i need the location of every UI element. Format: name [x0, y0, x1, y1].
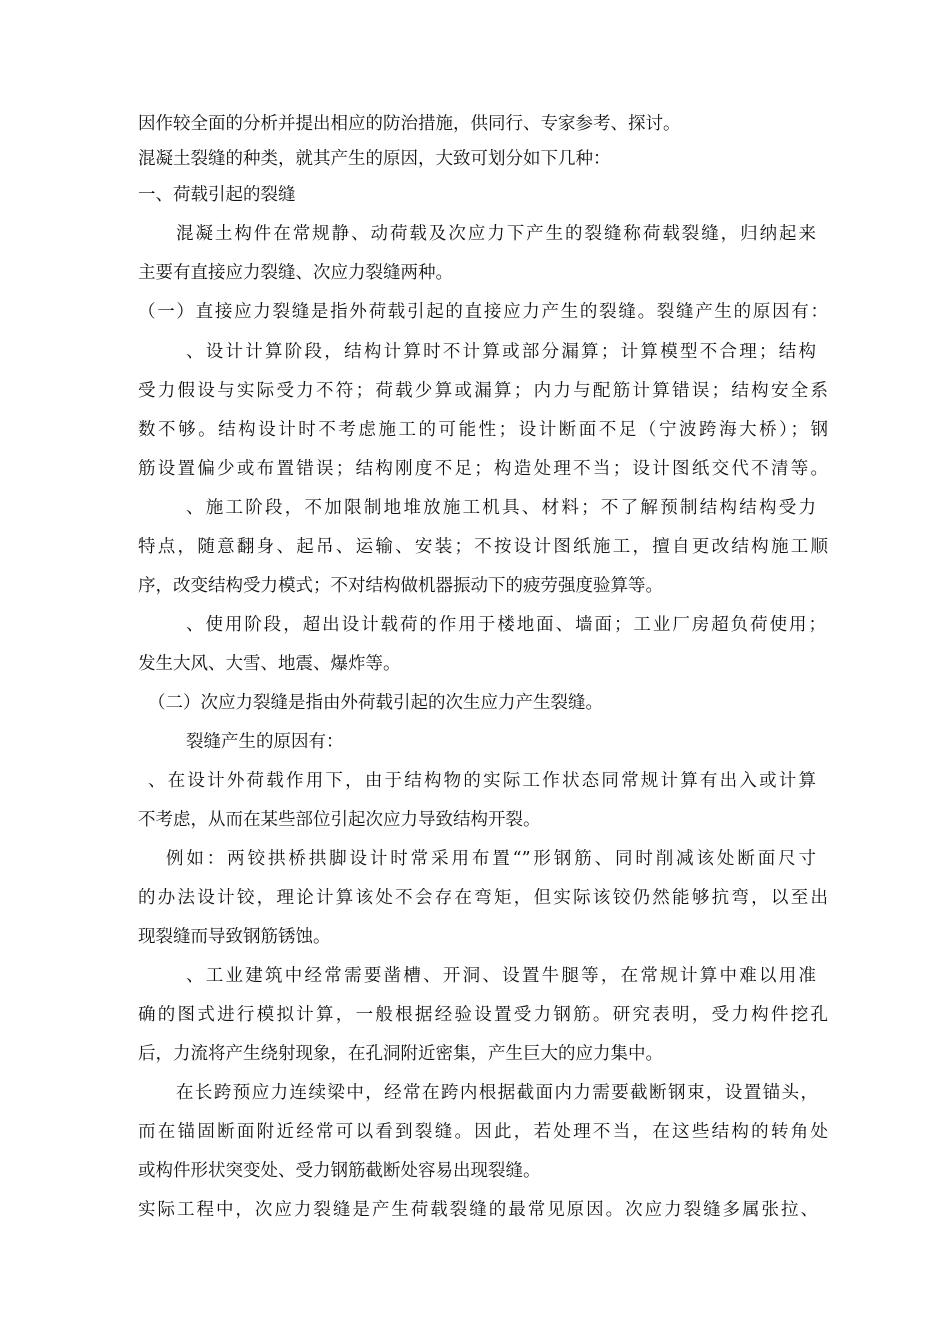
text-line: 主要有直接应力裂缝、次应力裂缝两种。 [138, 263, 453, 283]
text-line: 、施工阶段，不加限制地堆放施工机具、材料；不了解预制结构结构受力 [186, 498, 816, 518]
subsection-heading: （二）次应力裂缝是指由外荷载引起的次生应力产生裂缝。 [148, 693, 603, 713]
text-line: 序，改变结构受力模式；不对结构做机器振动下的疲劳强度验算等。 [138, 576, 663, 596]
text-line: 或构件形状突变处、受力钢筋截断处容易出现裂缝。 [138, 1161, 541, 1181]
section-heading: 一、荷载引起的裂缝 [138, 185, 296, 205]
text-line: 不考虑，从而在某些部位引起次应力导致结构开裂。 [138, 810, 541, 830]
text-line: 受力假设与实际受力不符；荷载少算或漏算；内力与配筋计算错误；结构安全系 [138, 381, 828, 401]
text-line: 、在设计外荷载作用下，由于结构物的实际工作状态同常规计算有出入或计算 [148, 771, 816, 791]
text-line: 筋设置偏少或布置错误；结构刚度不足；构造处理不当；设计图纸交代不清等。 [138, 459, 828, 479]
text-line: 而在锚固断面附近经常可以看到裂缝。因此，若处理不当，在这些结构的转角处 [138, 1122, 828, 1142]
subsection-heading: （一）直接应力裂缝是指外荷载引起的直接应力产生的裂缝。裂缝产生的原因有： [138, 302, 828, 322]
text-line: 混凝土构件在常规静、动荷载及次应力下产生的裂缝称荷载裂缝，归纳起来 [176, 224, 816, 244]
text-line: 特点，随意翻身、起吊、运输、安装；不按设计图纸施工，擅自更改结构施工顺 [138, 537, 828, 557]
text-line: 实际工程中，次应力裂缝是产生荷载裂缝的最常见原因。次应力裂缝多属张拉、 [138, 1200, 818, 1220]
text-line: 在长跨预应力连续梁中，经常在跨内根据截面内力需要截断钢束，设置锚头， [176, 1083, 818, 1103]
text-line: 因作较全面的分析并提出相应的防治措施，供同行、专家参考、探讨。 [138, 114, 681, 134]
text-line: 例如：两铰拱桥拱脚设计时常采用布置“”形钢筋、同时削减该处断面尺寸 [166, 849, 816, 869]
text-line: 、工业建筑中经常需要凿槽、开洞、设置牛腿等，在常规计算中难以用准 [186, 966, 816, 986]
text-line: 确的图式进行模拟计算，一般根据经验设置受力钢筋。研究表明，受力构件挖孔 [138, 1005, 828, 1025]
text-line: 数不够。结构设计时不考虑施工的可能性；设计断面不足（宁波跨海大桥）；钢 [138, 420, 828, 440]
text-line: 发生大风、大雪、地震、爆炸等。 [138, 654, 401, 674]
text-line: 、设计计算阶段，结构计算时不计算或部分漏算；计算模型不合理；结构 [186, 342, 816, 362]
text-line: 后，力流将产生绕射现象，在孔洞附近密集，产生巨大的应力集中。 [138, 1044, 663, 1064]
text-line: 、使用阶段，超出设计载荷的作用于楼地面、墙面；工业厂房超负荷使用； [186, 615, 826, 635]
text-line: 的办法设计铰，理论计算该处不会存在弯矩，但实际该铰仍然能够抗弯，以至出 [138, 888, 828, 908]
text-line: 裂缝产生的原因有： [186, 732, 344, 752]
text-line: 混凝土裂缝的种类，就其产生的原因，大致可划分如下几种： [138, 149, 611, 169]
text-line: 现裂缝而导致钢筋锈蚀。 [138, 927, 331, 947]
